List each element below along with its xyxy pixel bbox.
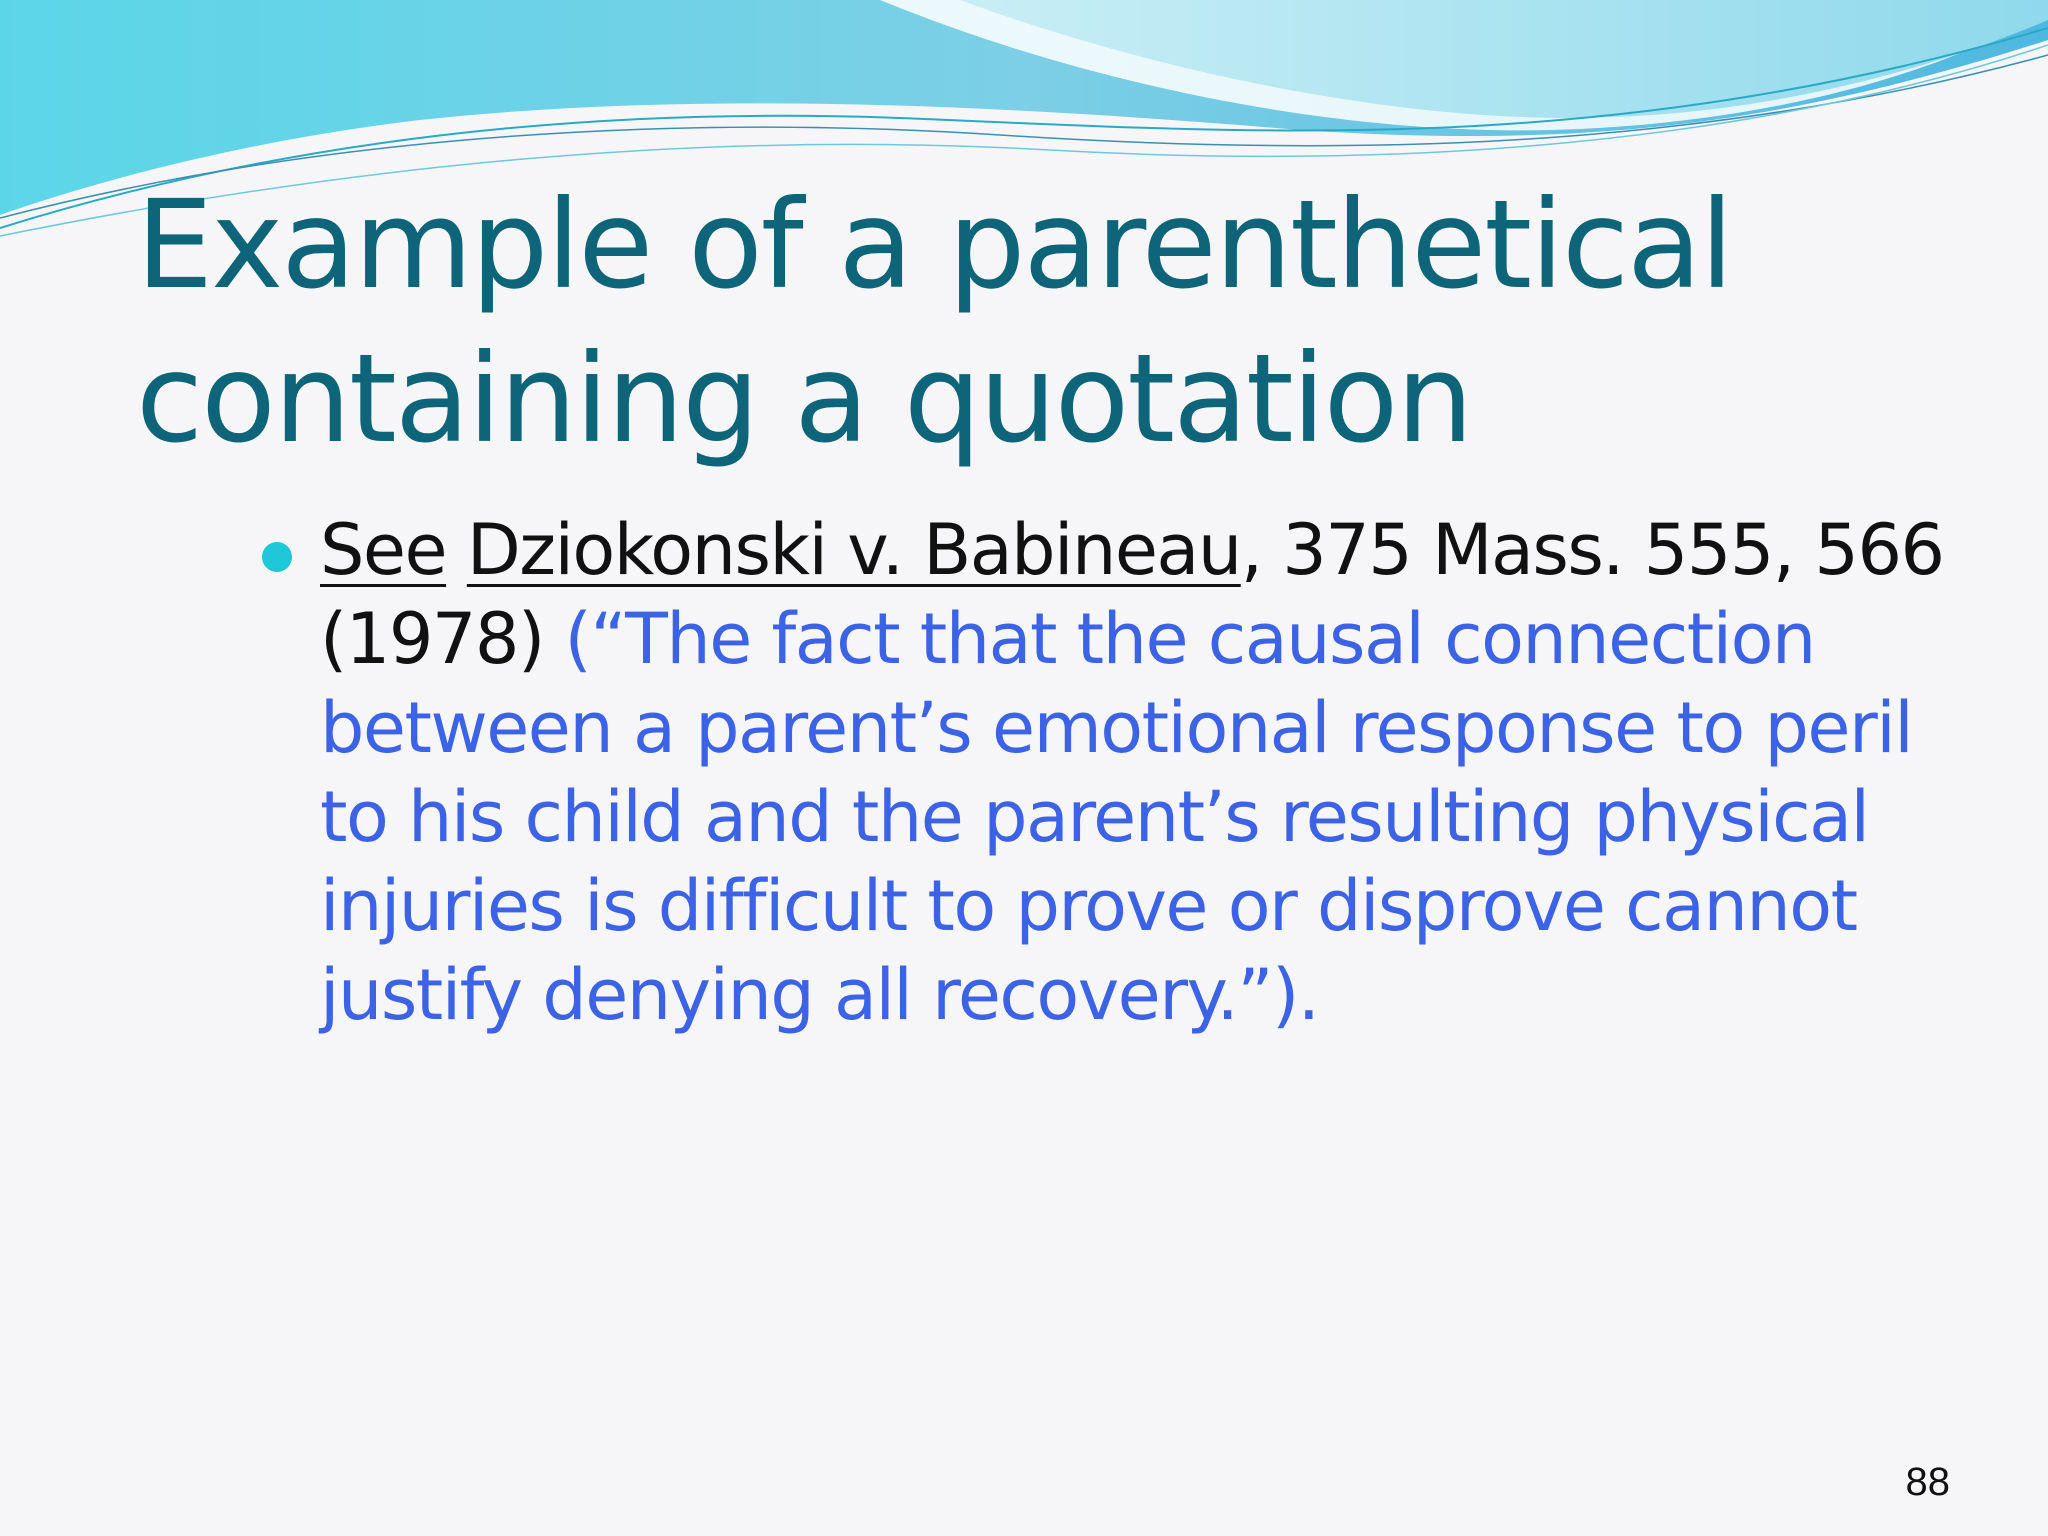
- citation-year: (1978): [320, 598, 544, 680]
- quote-line-4: justify denying all recovery.”).: [320, 954, 1319, 1036]
- title-line-2: containing a quotation: [136, 328, 1472, 470]
- title-line-1: Example of a parenthetical: [136, 174, 1732, 316]
- signal-word: See: [320, 509, 447, 591]
- citation-text: [320, 506, 1980, 1040]
- slide-title: [136, 168, 1936, 476]
- citation-line-1: [320, 506, 1980, 595]
- bullet-dot-icon: [262, 542, 292, 572]
- quote-line-3: injuries is difficult to prove or disprove cannot: [320, 865, 1857, 947]
- quote-start: (“The fact that the causal connection: [564, 598, 1815, 680]
- quote-line-1: between a parent’s emotional response to peril: [320, 687, 1913, 769]
- page-number: 88: [1905, 1460, 1950, 1504]
- citation-line-2: [320, 595, 1980, 684]
- case-name: Dziokonski v. Babineau: [466, 509, 1241, 591]
- citation-reporter: , 375 Mass. 555, 566: [1240, 509, 1944, 591]
- quote-line-2: to his child and the parent’s resulting physical: [320, 776, 1869, 858]
